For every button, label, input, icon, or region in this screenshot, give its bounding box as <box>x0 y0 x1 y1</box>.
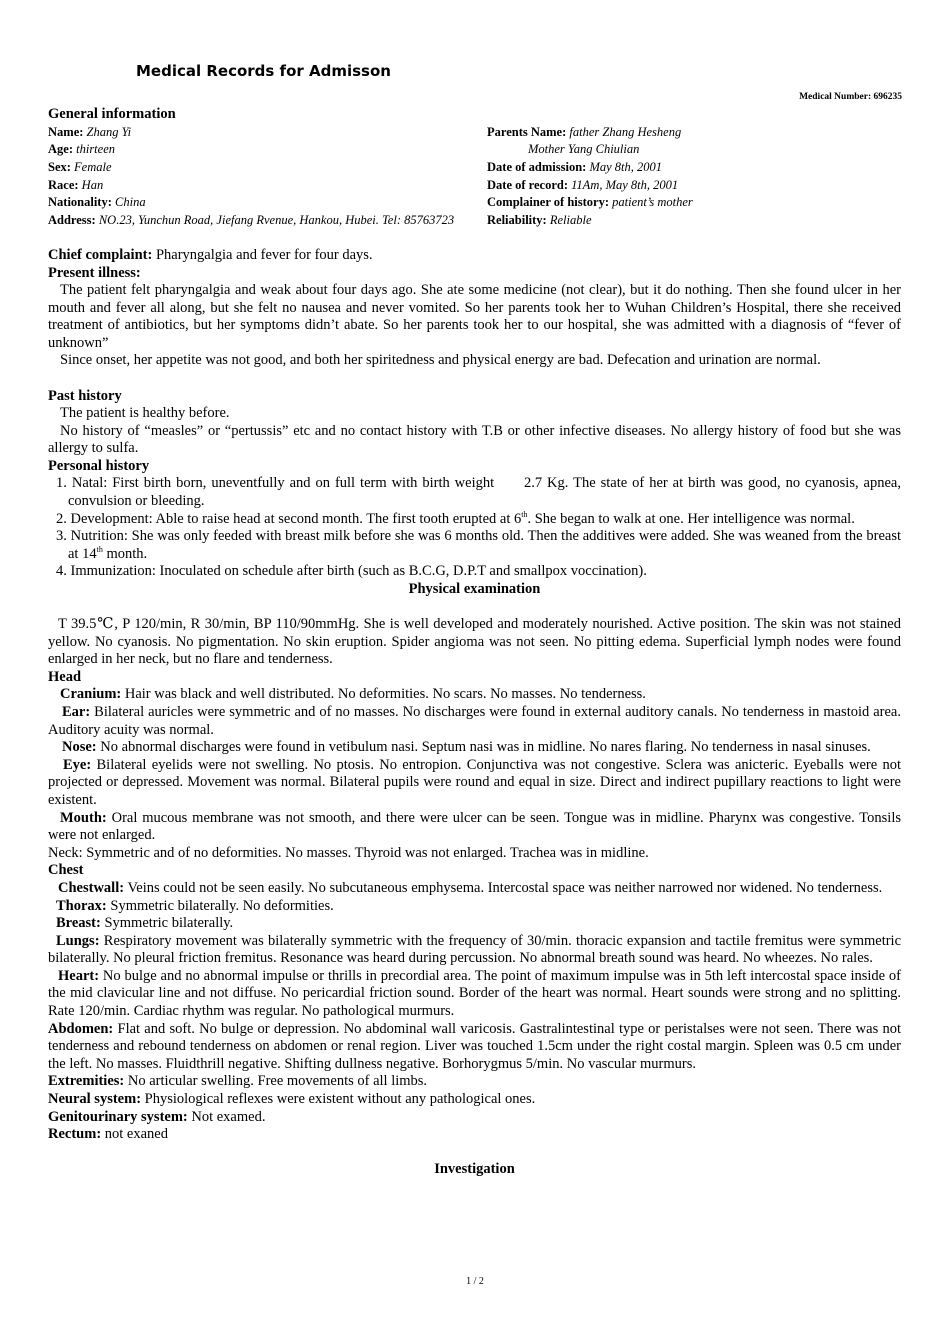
eye-label: Eye: <box>63 756 92 773</box>
reliability-label: Reliability: <box>487 213 547 228</box>
present-illness-heading: Present illness: <box>48 264 141 281</box>
patient-address: NO.23, Yunchun Road, Jiefang Rvenue, Hankou, Hubei. Tel: 85763723 <box>98 213 455 228</box>
breast-label: Breast: <box>56 915 101 932</box>
cranium-text: Hair was black and well distributed. No deformities. No scars. No masses. No tenderness. <box>124 686 646 703</box>
personal-immunization: 4. Immunization: Inoculated on schedule after birth (such as B.C.G, D.P.T and smallpox voccination). <box>56 563 647 580</box>
patient-age: thirteen <box>76 142 116 157</box>
general-info-heading: General information <box>48 106 176 122</box>
complainer-label: Complainer of history: <box>487 195 609 210</box>
extremities-label: Extremities: <box>48 1073 125 1090</box>
abdomen-label: Abdomen: <box>48 1020 114 1037</box>
mouth-text: Oral mucous membrane was not smooth, and there were ulcer can be seen. Tongue was in midline. Pharynx was congestive. Tonsils were not enlarged. <box>48 809 901 844</box>
neck-text: Neck: Symmetric and of no deformities. No masses. Thyroid was not enlarged. Trachea was in midline. <box>48 844 649 861</box>
medical-number: Medical Number: 696235 <box>799 92 902 102</box>
chief-complaint: Pharyngalgia and fever for four days. <box>155 247 373 263</box>
rectum-label: Rectum: <box>48 1126 102 1143</box>
record-body <box>48 247 905 1179</box>
physical-exam-heading: Physical examination <box>408 581 541 597</box>
personal-nutrition: 3. Nutrition: She was only feeded with breast milk before she was 6 months old. Then the additives were added. She was weaned from the breast at 14th month. <box>56 528 901 562</box>
mother-name: Mother Yang Chiulian <box>528 142 640 157</box>
present-illness-text: The patient felt pharyngalgia and weak about four days ago. She ate some medicine (not clear), but it do nothing. Then she found ulcer in her mouth and fever all along, but she felt no nausea and never vomited. So her parents took her to Wuhan Children’s Hospital, there she received treatment of antibiotics, but her symptoms didn’t abate. So her parents took her to our hospital, she was admitted with a diagnosis of “fever of unknown” <box>48 282 901 351</box>
personal-history-heading: Personal history <box>48 457 150 474</box>
patient-race: Han <box>81 177 104 192</box>
personal-natal: 1. Natal: First birth born, uneventfully and on full term with birth weight 2.7 Kg. The state of her at birth was good, no cyanosis, apnea, convulsion or bleeding. <box>56 475 905 510</box>
rectum-text: not exaned <box>104 1126 168 1143</box>
reliability: Reliable <box>549 213 592 228</box>
name-label: Name: <box>48 124 84 139</box>
past-history-healthy: The patient is healthy before. <box>60 405 230 422</box>
genitourinary-label: Genitourinary system: <box>48 1108 188 1125</box>
past-history-heading: Past history <box>48 387 122 404</box>
head-heading: Head <box>48 668 82 685</box>
record-label: Date of record: <box>487 177 568 192</box>
past-history-details: No history of “measles” or “pertussis” etc and no contact history with T.B or other infective diseases. No allergy history of food but she was allergy to sulfa. <box>48 422 901 457</box>
abdomen-text: Flat and soft. No bulge or depression. No abdominal wall varicosis. Gastralintestinal type or peristalses were not seen. There was not tenderness and rebound tenderness on abdomen or renal region. Liver was touched 1.5cm under the right costal margin. Spleen was 0.5 cm under the left. No masses. Fluidthrill negative. Shifting dullness negative. Borhorygmus 5/min. No vascular murmurs. <box>48 1020 902 1072</box>
patient-name: Zhang Yi <box>86 124 132 139</box>
extremities-text: No articular swelling. Free movements of all limbs. <box>127 1073 428 1090</box>
nose-label: Nose: <box>62 739 97 756</box>
vital-signs: T 39.5℃, P 120/min, R 30/min, BP 110/90mmHg. She is well developed and moderately nourished. Active position. The skin was not stained yellow. No cyanosis. No pigmentation. No skin eruption. Spider angioma was not seen. No pitting edema. Superficial lymph nodes were found enlarged in her neck, but no flare and tenderness. <box>48 616 901 668</box>
ear-text: Bilateral auricles were symmetric and of no masses. No discharges were found in external auditory canals. No tenderness in mastoid area. Auditory acuity was normal. <box>48 704 901 738</box>
race-label: Race: <box>48 177 79 192</box>
chestwall-label: Chestwall: <box>58 879 125 896</box>
record-details <box>487 124 901 230</box>
lungs-label: Lungs: <box>56 932 100 949</box>
cranium-label: Cranium: <box>60 686 122 703</box>
genitourinary-text: Not examed. <box>191 1108 266 1125</box>
patient-nationality: China <box>115 195 146 210</box>
eye-text: Bilateral eyelids were not swelling. No ptosis. No entropion. Conjunctiva was not congestive. Sclera was anicteric. Eyeballs were not projected or depressed. Movement was normal. Bilateral pupils were round and equal in size. Direct and indirect pupillary reactions to light were existent. <box>48 756 902 809</box>
age-label: Age: <box>48 142 73 157</box>
thorax-text: Symmetric bilaterally. No deformities. <box>110 897 334 914</box>
thorax-label: Thorax: <box>56 897 107 914</box>
page-number: 1 / 2 <box>466 1276 484 1287</box>
lungs-text: Respiratory movement was bilaterally symmetric with the frequency of 30/min. thoracic expansion and tactile fremitus were symmetric bilaterally. No pleural friction fremitus. Resonance was heard during percussion. No abnormal breath sound was heard. No wheezes. No rales. <box>48 932 902 967</box>
ear-label: Ear: <box>62 704 91 721</box>
father-name: father Zhang Hesheng <box>569 124 682 139</box>
admission-date: May 8th, 2001 <box>589 159 662 174</box>
heart-label: Heart: <box>58 967 100 984</box>
general-information <box>48 106 901 230</box>
patient-sex: Female <box>74 159 112 174</box>
sex-label: Sex: <box>48 159 71 174</box>
heart-text: No bulge and no abnormal impulse or thrills in precordial area. The point of maximum impulse was in 5th left intercostal space inside of the mid clavicular line and not diffuse. No pericardial friction sound. Border of the heart was normal. Heart sounds were strong and no splitting. Rate 120/min. Cardiac rhythm was regular. No pathological murmurs. <box>48 967 902 1020</box>
nose-text: No abnormal discharges were found in vetibulum nasi. Septum nasi was in midline. No nares flaring. No tenderness in nasal sinuses. <box>100 739 871 756</box>
admission-label: Date of admission: <box>487 159 587 174</box>
complainer: patient’s mother <box>612 195 693 210</box>
chief-complaint-label: Chief complaint: <box>48 247 153 263</box>
document-title: Medical Records for Admisson <box>136 62 391 80</box>
patient-details <box>48 124 463 230</box>
present-illness-onset: Since onset, her appetite was not good, and both her spiritedness and physical energy are bad. Defecation and urination are normal. <box>60 352 821 369</box>
investigation-heading: Investigation <box>434 1161 515 1178</box>
breast-text: Symmetric bilaterally. <box>104 915 234 932</box>
neural-text: Physiological reflexes were existent without any pathological ones. <box>144 1091 536 1108</box>
neural-label: Neural system: <box>48 1091 142 1108</box>
parents-label: Parents Name: <box>487 124 567 139</box>
chest-heading: Chest <box>48 862 84 879</box>
mouth-label: Mouth: <box>60 809 107 826</box>
nationality-label: Nationality: <box>48 195 112 210</box>
address-label: Address: <box>48 213 96 228</box>
personal-development: 2. Development: Able to raise head at second month. The first tooth erupted at 6th. She began to walk at one. Her intelligence was normal. <box>56 509 855 527</box>
record-date: 11Am, May 8th, 2001 <box>571 177 679 192</box>
chestwall-text: Veins could not be seen easily. No subcutaneous emphysema. Intercostal space was neither narrowed nor widened. No tenderness. <box>127 879 883 896</box>
